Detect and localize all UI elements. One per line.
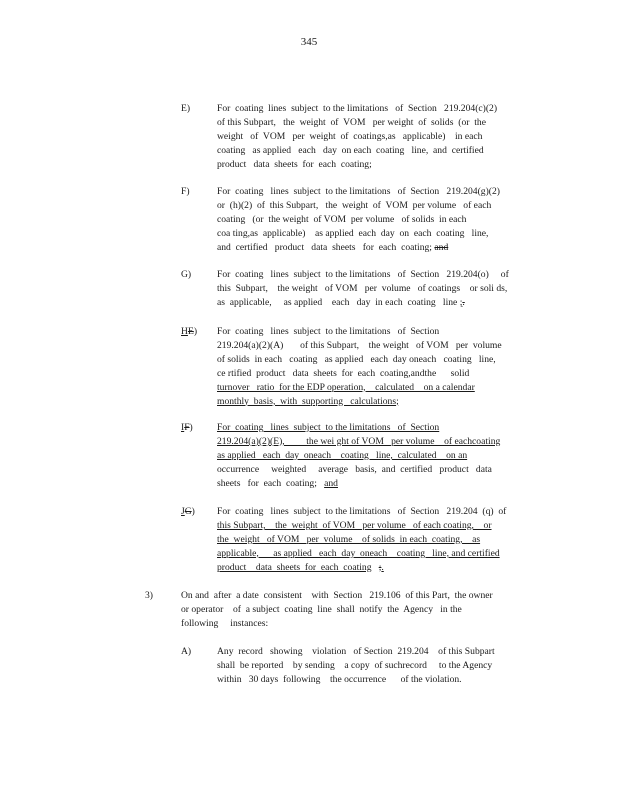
deleted-text: and	[434, 241, 449, 253]
text-line: Any record showing violation of Section 219.204 of this Subpart	[217, 646, 495, 657]
item-label	[181, 421, 193, 435]
added-text: and	[324, 477, 338, 489]
text-line: following instances:	[181, 617, 269, 629]
added-mark: ;	[459, 296, 463, 308]
added-line: turnover ratio for the EDP operation, calculated on a calendar	[217, 381, 475, 393]
item-text	[217, 421, 500, 491]
item-text	[217, 268, 509, 310]
item-text	[217, 645, 495, 687]
item-text	[217, 102, 497, 172]
added-line: monthly basis, with supporting calculations;	[217, 395, 399, 407]
deleted-label: F	[184, 422, 190, 433]
added-line: applicable, as applied each day oneach coating line, and certified	[217, 547, 500, 559]
added-line: the weight of VOM per volume of solids in each coating, as	[217, 533, 481, 545]
added-line: 219.204(a)(2)(E), the wei ght of VOM per volume of eachcoating	[217, 435, 501, 447]
added-text: product data sheets for each coating	[217, 561, 372, 573]
item-label: E)	[181, 103, 191, 114]
text-line: For coating lines subject to the limitations of Section 219.204(o) of	[217, 269, 509, 280]
text-line: shall be reported by sending a copy of suchrecord to the Agency	[217, 659, 493, 671]
label-suffix: )	[191, 506, 195, 517]
label-suffix: )	[189, 422, 193, 433]
text: sheets for each coating;	[217, 477, 317, 489]
item-text	[217, 185, 500, 255]
text-line: of solids in each coating as applied each day oneach coating line,	[217, 353, 496, 365]
added-line: this Subpart, the weight of VOM per volume of each coating, or	[217, 519, 492, 531]
item-text	[217, 505, 506, 575]
text-line: product data sheets for each coating;	[217, 158, 372, 170]
item-label: F)	[181, 186, 190, 197]
text-line: For coating lines subject to the limitations of Section 219.204(c)(2)	[217, 103, 498, 114]
section-text	[181, 589, 493, 631]
text-line: coa ting,as applicable) as applied each day on each coating line,	[217, 227, 489, 239]
text-line-with-addition	[217, 477, 500, 491]
text-line: ce rtified product data sheets for each coating,andthe solid	[217, 367, 470, 379]
text: as applicable, as applied each day in each coating line	[217, 296, 458, 308]
text-line: weight of VOM per weight of coatings,as applicable) in each	[217, 130, 483, 142]
added-label: I	[181, 422, 185, 433]
text-line: of this Subpart, the weight of VOM per weight of solids (or the	[217, 116, 486, 128]
item-label: A)	[181, 646, 192, 657]
added-mark: .	[381, 561, 384, 573]
text-line: within 30 days following the occurrence of the violation.	[217, 673, 462, 685]
added-label: H	[181, 326, 188, 337]
text-line: coating as applied each day on each coating line, and certified	[217, 144, 484, 156]
page-number: 345	[300, 36, 318, 48]
item-label: G)	[181, 269, 192, 280]
added-label: J	[181, 506, 185, 517]
deleted-label: G	[184, 506, 192, 517]
text-line: coating (or the weight of VOM per volume of solids in each	[217, 213, 467, 225]
text-line: For coating lines subject to the limitations of Section	[217, 326, 440, 337]
item-label	[181, 325, 197, 339]
item-text	[217, 325, 502, 408]
section-number: 3)	[145, 590, 153, 601]
text: and certified product data sheets for each coating;	[217, 241, 432, 253]
text-line: For coating lines subject to the limitations of Section 219.204 (q) of	[217, 506, 507, 517]
text-line: On and after a date consistent with Section 219.106 of this Part, the owner	[181, 590, 493, 601]
deleted-mark: .	[462, 296, 465, 308]
added-line: as applied each day oneach coating line, calculated on an	[217, 449, 468, 461]
text-line: or (h)(2) of this Subpart, the weight of VOM per volume of each	[217, 199, 492, 211]
text-line: For coating lines subject to the limitations of Section 219.204(g)(2)	[217, 186, 500, 197]
text-line: occurrence weighted average basis, and certified product data	[217, 463, 492, 475]
text-line: this Subpart, the weight of VOM per volume of coatings or soli ds,	[217, 282, 508, 294]
deleted-label: E	[187, 326, 194, 337]
text-line-with-amendment	[217, 561, 506, 575]
text-line-with-deletion	[217, 241, 500, 255]
added-line: For coating lines subject to the limitations of Section	[217, 422, 440, 433]
item-label	[181, 505, 195, 519]
deleted-mark: ;	[378, 561, 382, 573]
label-suffix: )	[193, 326, 198, 337]
text-line: 219.204(a)(2)(A) of this Subpart, the weight of VOM per volume	[217, 339, 502, 351]
text-line: or operator of a subject coating line shall notify the Agency in the	[181, 603, 462, 615]
text-line-with-amendment	[217, 296, 509, 310]
